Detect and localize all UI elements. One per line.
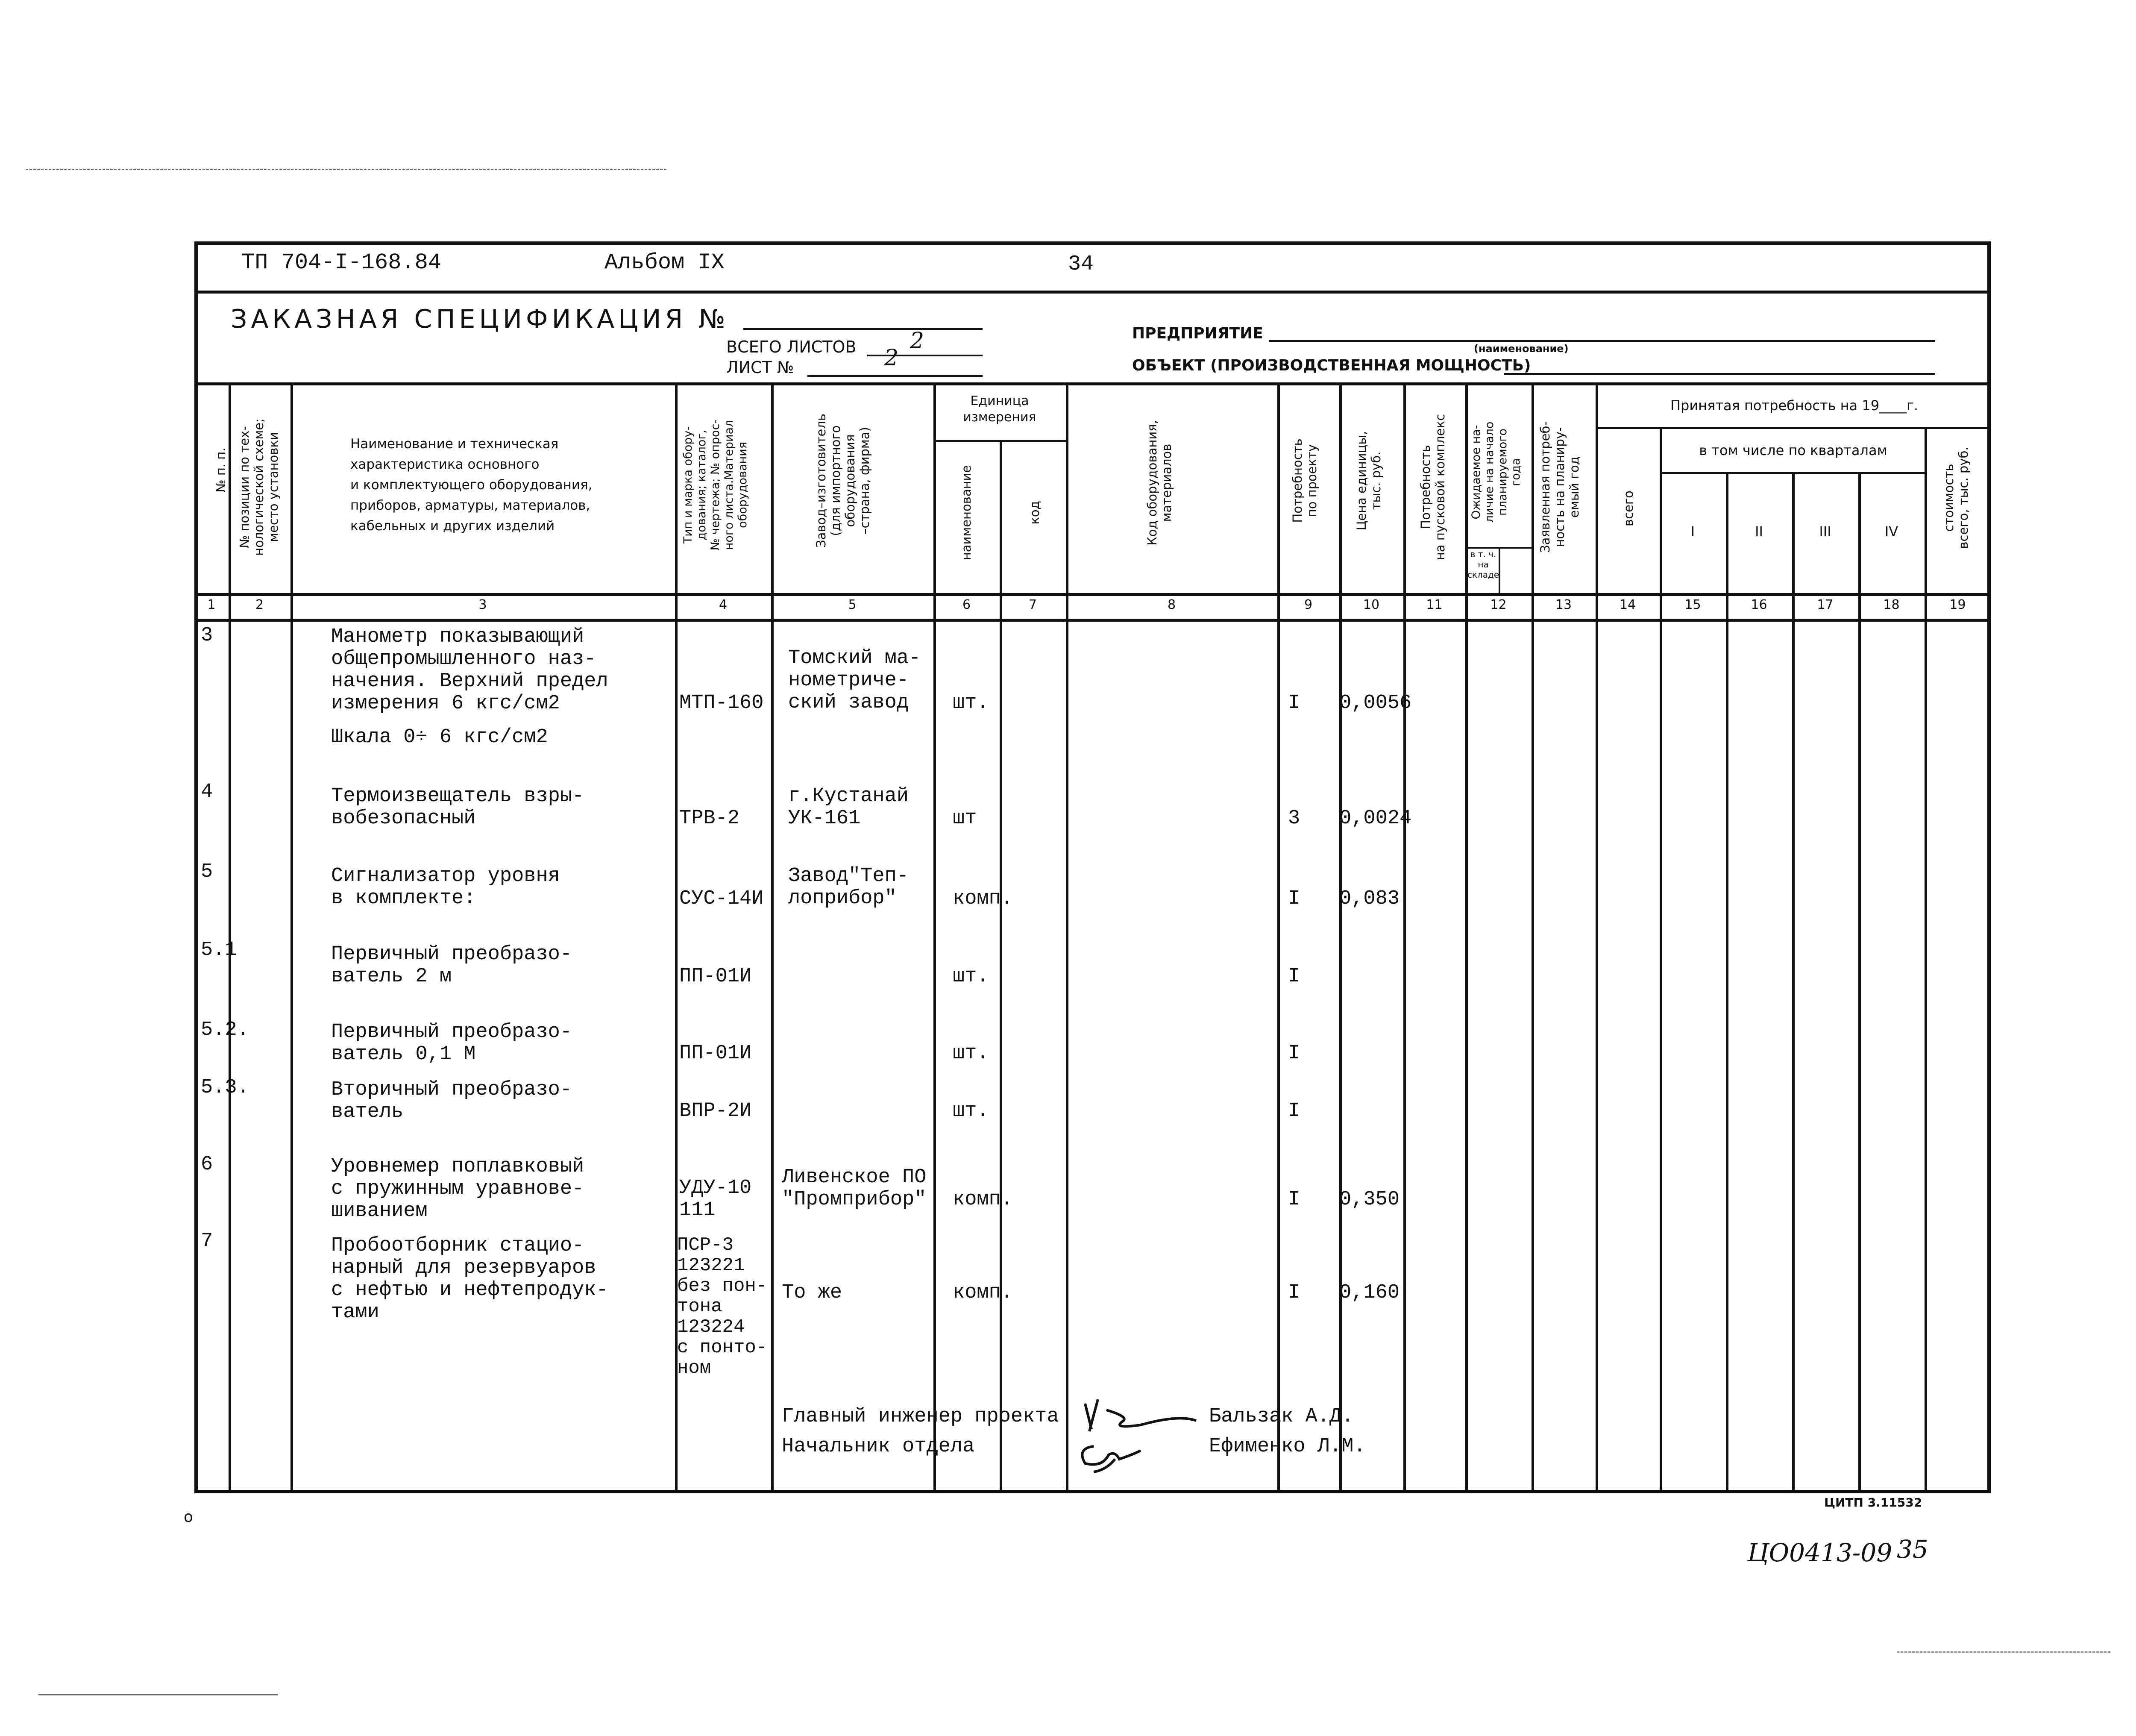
table-row-name: Термоизвещатель взры- вобезопасный: [331, 785, 584, 830]
table-row-type: УДУ-10 111: [679, 1177, 752, 1222]
table-row-unit: комп.: [953, 887, 1013, 910]
table-row-qty: I: [1288, 887, 1300, 910]
quarter-4-header: IV: [1884, 523, 1898, 540]
col6-header: наименование: [959, 465, 974, 561]
col14-header: всего: [1621, 491, 1636, 526]
signature-role-2: Начальник отдела: [782, 1435, 975, 1458]
footer-stamp: ЦИТП 3.11532: [1824, 1495, 1922, 1510]
quarter-3-header: III: [1819, 523, 1831, 540]
total-sheets-label: ВСЕГО ЛИСТОВ: [726, 338, 857, 356]
col-sep-17: [1858, 472, 1861, 1493]
name-note: (наименование): [1474, 343, 1569, 355]
col12-header: Ожидаемое на- личие на начало планируемого года: [1470, 421, 1523, 523]
project-code: ТП 704-I-168.84: [241, 250, 442, 275]
table-row-qty: I: [1288, 1281, 1300, 1304]
quarter-2-header: II: [1755, 523, 1763, 540]
table-row-unit: шт.: [953, 1100, 989, 1122]
handwritten-signature: [1068, 1391, 1209, 1476]
sheet-field: [807, 375, 983, 377]
header-divider-2: [194, 382, 1991, 385]
sheet-value: 2: [884, 345, 899, 371]
table-row-unit: шт: [953, 807, 977, 830]
colnum-8: 8: [1167, 597, 1176, 612]
footer-code: ЦО0413-09: [1747, 1538, 1892, 1567]
col2-header: № позиции по тех- нологической схеме; место установки: [237, 418, 281, 556]
table-row-qty: I: [1288, 692, 1300, 714]
col12-sub-header: в т. ч. на складе: [1467, 549, 1499, 580]
table-row-price: 0,0056: [1339, 692, 1412, 714]
footer-left-mark: о: [184, 1508, 194, 1526]
spec-number-field: [743, 328, 983, 330]
table-row-type: СУС-14И: [679, 887, 764, 910]
col-sep-4: [771, 382, 774, 1493]
album-label: Альбом IX: [604, 250, 725, 275]
table-row-type: МТП-160: [679, 692, 764, 714]
table-row-unit: шт.: [953, 1042, 989, 1065]
object-field: [1504, 373, 1935, 375]
table-row-no: 5.1: [201, 939, 237, 961]
col-sep-5: [933, 382, 936, 1493]
scan-mark-top: [26, 169, 666, 170]
table-row-name-2: Шкала 0÷ 6 кгс/см2: [331, 726, 548, 749]
colnum-13: 13: [1555, 597, 1572, 612]
col3-header: Наименование и техническая характеристика основного и комплектующего оборудования, приборов, арматуры, материалов, кабельных и других изделий: [350, 436, 593, 534]
col8-header: Код оборудования, материалов: [1145, 420, 1174, 546]
object-label: ОБЪЕКТ (ПРОИЗВОДСТВЕННАЯ МОЩНОСТЬ): [1132, 357, 1531, 374]
colnum-6: 6: [962, 597, 971, 612]
table-row-type: ПСР-3 123221 без пон- тона 123224 с понто- ном: [677, 1234, 768, 1379]
table-row-unit: шт.: [953, 692, 989, 714]
table-row-name: Первичный преобразо- ватель 0,1 М: [331, 1021, 572, 1066]
table-row-qty: I: [1288, 1188, 1300, 1211]
col-sep-16: [1792, 472, 1795, 1493]
table-row-qty: I: [1288, 1042, 1300, 1065]
colnum-17: 17: [1817, 597, 1834, 612]
colnum-11: 11: [1426, 597, 1443, 612]
table-row-price: 0,160: [1339, 1281, 1400, 1304]
col9-header: Потребность по проекту: [1290, 438, 1319, 523]
enterprise-field: [1269, 340, 1935, 342]
table-row-price: 0,350: [1339, 1188, 1400, 1211]
col-sep-8: [1277, 382, 1280, 1493]
col-sep-9: [1339, 382, 1342, 1493]
colnum-bottom-line: [194, 619, 1991, 622]
table-row-type: ВПР-2И: [679, 1100, 752, 1122]
col5-header: Завод–изготовитель (для импортного оборудования –страна, фирма): [814, 414, 872, 548]
signature-person-1: Бальзак А.Д.: [1209, 1405, 1354, 1428]
colnum-16: 16: [1751, 597, 1767, 612]
table-row-no: 5.2.: [201, 1019, 249, 1041]
col-sep-7: [1066, 382, 1068, 1493]
table-row-unit: комп.: [953, 1188, 1013, 1211]
col4-header: Тип и марка обору- дования; каталог, № чертежа; № опрос- ного листа.Материал оборудования: [681, 419, 749, 551]
unit-group-header: Единица измерения: [963, 394, 1036, 425]
col-sep-18: [1925, 427, 1927, 1493]
colnum-18: 18: [1883, 597, 1900, 612]
col13-header: Заявленная потреб- ность на планиру- емый год: [1538, 421, 1581, 553]
table-row-factory: Томский ма- нометриче- ский завод: [788, 647, 921, 714]
colnum-3: 3: [478, 597, 487, 612]
table-row-qty: 3: [1288, 807, 1300, 830]
col1-header: № п. п.: [214, 447, 228, 493]
col-sep-10: [1403, 382, 1406, 1493]
quarters-header: в том числе по кварталам: [1699, 442, 1887, 458]
header-divider-1: [194, 291, 1991, 294]
table-row-qty: I: [1288, 1100, 1300, 1122]
signature-role-1: Главный инженер проекта: [782, 1405, 1059, 1428]
colnum-4: 4: [719, 597, 728, 612]
col19-header: стоимость всего, тыс. руб.: [1942, 446, 1971, 549]
table-row-type: ТРВ-2: [679, 807, 740, 830]
signature-person-2: Ефименко Л.М.: [1209, 1435, 1366, 1458]
colnum-19: 19: [1949, 597, 1966, 612]
accepted-header: Принятая потребность на 19____г.: [1670, 397, 1919, 414]
colnum-12: 12: [1490, 597, 1507, 612]
table-row-factory: г.Кустанай УК-161: [788, 785, 909, 830]
table-row-name: Манометр показывающий общепромышленного наз- начения. Верхний предел измерения 6 кгс/см2: [331, 626, 608, 715]
table-row-factory: Завод"Теп- лоприбор": [788, 865, 909, 910]
colnum-9: 9: [1304, 597, 1313, 612]
unit-group-line: [933, 440, 1066, 442]
enterprise-label: ПРЕДПРИЯТИЕ: [1132, 325, 1263, 342]
col7-header: код: [1027, 501, 1042, 525]
spec-title: ЗАКАЗНАЯ СПЕЦИФИКАЦИЯ №: [231, 304, 729, 334]
table-row-no: 6: [201, 1153, 213, 1176]
col-sep-14: [1660, 427, 1662, 1493]
page-number: 34: [1068, 252, 1094, 276]
table-row-price: 0,083: [1339, 887, 1400, 910]
scan-mark-bottom: [38, 1694, 278, 1695]
col-sep-12: [1532, 382, 1534, 1493]
table-row-name: Сигнализатор уровня в комплекте:: [331, 865, 560, 910]
table-row-no: 4: [201, 781, 213, 803]
table-row-no: 7: [201, 1230, 213, 1253]
col10-header: Цена единицы, тыс. руб.: [1354, 431, 1383, 531]
table-row-unit: шт.: [953, 965, 989, 988]
table-row-no: 3: [201, 624, 213, 647]
col11-header: Потребность на пусковой комплекс: [1418, 414, 1447, 561]
scan-mark-bottom-right: [1897, 1651, 2110, 1653]
table-row-name: Уровнемер поплавковый с пружинным уравнове- шиванием: [331, 1155, 584, 1222]
col-sep-1: [229, 382, 231, 1493]
table-row-factory: То же: [782, 1281, 842, 1304]
table-row-type: ПП-01И: [679, 965, 752, 988]
table-row-name: Первичный преобразо- ватель 2 м: [331, 943, 572, 988]
table-row-qty: I: [1288, 965, 1300, 988]
colnum-7: 7: [1028, 597, 1037, 612]
accepted-group-line: [1596, 427, 1991, 429]
colnum-2: 2: [255, 597, 264, 612]
quarters-group-line: [1660, 472, 1925, 474]
footer-page: 35: [1897, 1535, 1928, 1564]
table-row-name: Пробоотборник стацио- нарный для резервуаров с нефтью и нефтепродук- тами: [331, 1234, 608, 1324]
quarter-1-header: I: [1690, 523, 1695, 540]
table-row-price: 0,0024: [1339, 807, 1412, 830]
table-row-unit: комп.: [953, 1281, 1013, 1304]
colnum-14: 14: [1619, 597, 1636, 612]
table-row-factory: Ливенское ПО "Промприбор": [782, 1166, 927, 1211]
colnum-15: 15: [1684, 597, 1701, 612]
colnum-1: 1: [207, 597, 216, 612]
colnum-5: 5: [848, 597, 857, 612]
col-sep-13: [1596, 382, 1598, 1493]
colnum-10: 10: [1363, 597, 1380, 612]
table-row-type: ПП-01И: [679, 1042, 752, 1065]
col-sep-2: [290, 382, 293, 1493]
table-row-name: Вторичный преобразо- ватель: [331, 1078, 572, 1123]
total-sheets-value: 2: [910, 328, 924, 354]
table-row-no: 5.3.: [201, 1076, 249, 1099]
sheet-label: ЛИСТ №: [726, 358, 794, 377]
col-sep-15: [1726, 472, 1728, 1493]
table-row-no: 5: [201, 861, 213, 883]
